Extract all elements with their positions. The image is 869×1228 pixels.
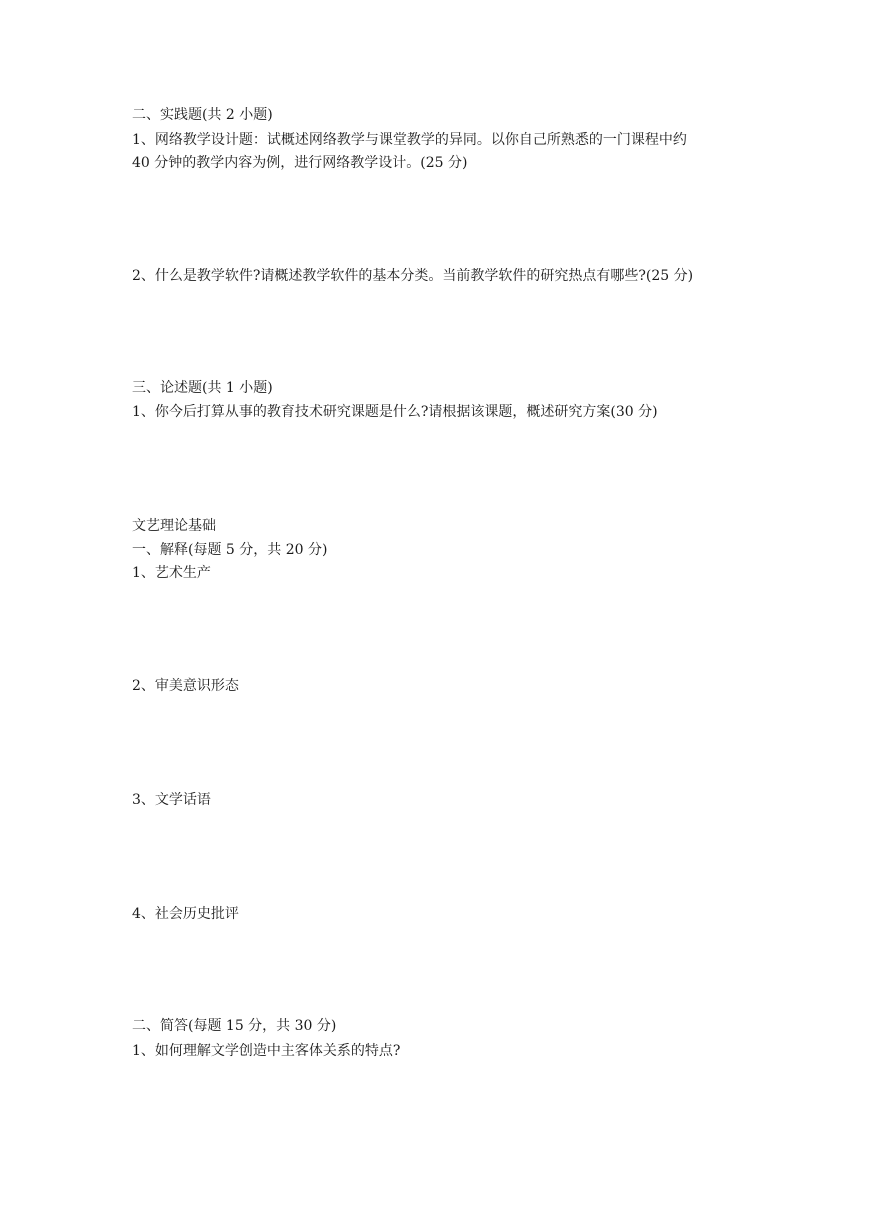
question-text: 1、艺术生产	[132, 565, 211, 581]
question-text: 4、社会历史批评	[132, 906, 239, 922]
section-heading-essay: 三、论述题(共 1 小题)	[132, 380, 273, 396]
section-heading-explain: 一、解释(每题 5 分，共 20 分)	[132, 542, 328, 558]
section-heading-short: 二、简答(每题 15 分，共 30 分)	[132, 1018, 337, 1034]
question-text: 1、如何理解文学创造中主客体关系的特点?	[132, 1043, 401, 1059]
question-text: 1、你今后打算从事的教育技术研究课题是什么?请根据该课题，概述研究方案(30 分)	[132, 404, 658, 420]
subject-title: 文艺理论基础	[132, 518, 216, 534]
question-text: 1、网络教学设计题：试概述网络教学与课堂教学的异同。以你自己所熟悉的一门课程中约	[132, 132, 687, 148]
question-text: 2、什么是教学软件?请概述教学软件的基本分类。当前教学软件的研究热点有哪些?(25 分)	[132, 268, 694, 284]
question-text: 3、文学话语	[132, 792, 211, 808]
question-text: 40 分钟的教学内容为例，进行网络教学设计。(25 分)	[132, 155, 468, 171]
section-heading-practice: 二、实践题(共 2 小题)	[132, 107, 273, 123]
question-text: 2、审美意识形态	[132, 678, 239, 694]
